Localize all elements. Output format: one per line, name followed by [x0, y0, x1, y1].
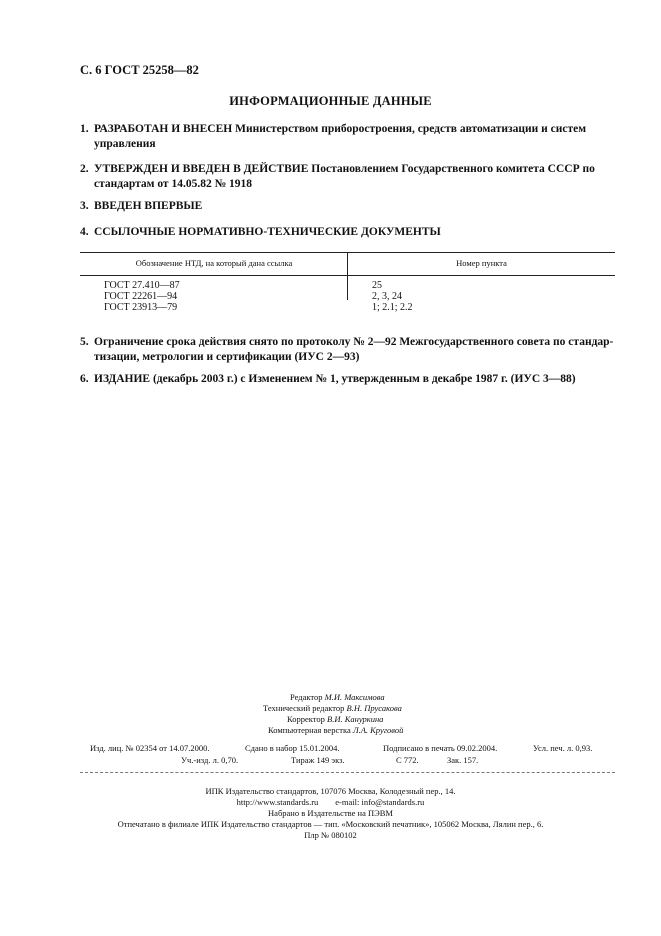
item-text-cont: тизации, метрологии и сертификации (ИУС 2—93) — [94, 351, 360, 363]
item-text-cont: управления — [94, 138, 156, 150]
info-item-1 — [80, 122, 615, 152]
page-header: С. 6 ГОСТ 25258—82 — [80, 63, 199, 77]
credit-proofreader — [287, 714, 383, 726]
pub-print-sheets: Усл. печ. л. 0,93. — [533, 743, 593, 753]
item-text: ССЫЛОЧНЫЕ НОРМАТИВНО-ТЕХНИЧЕСКИЕ ДОКУМЕНТЫ — [94, 226, 441, 238]
imprint-typeset: Набрано в Издательстве на ПЭВМ — [268, 808, 393, 818]
table-row — [80, 291, 615, 302]
item-number: 4. — [80, 226, 89, 238]
item-number: 6. — [80, 373, 89, 385]
col-header-doc: Обозначение НТД, на который дана ссылка — [135, 258, 293, 268]
row-clause: 25 — [372, 280, 382, 291]
row-clause: 2, 3, 24 — [372, 291, 402, 302]
divider — [80, 772, 615, 773]
row-doc: ГОСТ 22261—94 — [104, 291, 178, 302]
row-clause: 1; 2.1; 2.2 — [372, 302, 413, 313]
item-text: РАЗРАБОТАН И ВНЕСЕН Министерством приборостроения, средств автоматизации и систем — [94, 123, 587, 135]
imprint-publisher: ИПК Издательство стандартов, 107076 Москва, Колодезный пер., 14. — [205, 786, 456, 796]
credit-role: Технический редактор — [263, 703, 345, 713]
pub-edition-sheets: Уч.-изд. л. 0,70. — [181, 755, 239, 765]
item-number: 2. — [80, 163, 89, 175]
imprint-printed: Отпечатано в филиале ИПК Издательство стандартов — тип. «Московский печатник», 105062 Москва, Лялин пер., 6. — [117, 819, 544, 829]
col-header-clause: Номер пункта — [456, 258, 507, 268]
credit-name: В.И. Кануркина — [327, 714, 384, 724]
info-item-2 — [80, 162, 615, 192]
credit-name: М.И. Максимова — [324, 692, 385, 702]
pub-typeset: Сдано в набор 15.01.2004. — [245, 743, 340, 753]
table-header — [80, 252, 615, 276]
info-item-3 — [80, 199, 615, 214]
table-row — [80, 302, 615, 313]
pub-signed: Подписано в печать 09.02.2004. — [383, 743, 498, 753]
item-text-cont: стандартам от 14.05.82 № 1918 — [94, 178, 253, 190]
credit-editor — [290, 692, 385, 704]
credit-role: Редактор — [290, 692, 323, 702]
doc-title: ИНФОРМАЦИОННЫЕ ДАННЫЕ — [229, 94, 432, 108]
pub-c-number: С 772. — [396, 755, 419, 765]
credit-role: Компьютерная верстка — [268, 725, 351, 735]
imprint-plr: Плр № 080102 — [304, 830, 357, 840]
imprint-web: http://www.standards.ru e-mail: info@standards.ru — [236, 797, 425, 807]
item-number: 3. — [80, 200, 89, 212]
pub-license: Изд. лиц. № 02354 от 14.07.2000. — [90, 743, 210, 753]
item-text: ИЗДАНИЕ (декабрь 2003 г.) с Изменением № 1, утвержденным в декабре 1987 г. (ИУС 3—88) — [94, 373, 576, 385]
item-number: 1. — [80, 123, 89, 135]
info-item-4 — [80, 225, 615, 240]
row-doc: ГОСТ 27.410—87 — [104, 280, 180, 291]
info-item-5 — [80, 335, 615, 365]
credit-name: В.Н. Прусакова — [346, 703, 402, 713]
item-text: ВВЕДЕН ВПЕРВЫЕ — [94, 200, 203, 212]
credit-name: Л.А. Круговой — [352, 725, 404, 735]
credit-role: Корректор — [287, 714, 325, 724]
credit-tech-editor — [263, 703, 402, 715]
item-number: 5. — [80, 336, 89, 348]
item-text: Ограничение срока действия снято по протоколу № 2—92 Межгосударственного совета по стандар- — [94, 336, 614, 348]
item-text: УТВЕРЖДЕН И ВВЕДЕН В ДЕЙСТВИЕ Постановлением Государственного комитета СССР по — [94, 163, 595, 175]
credit-layout — [268, 725, 403, 737]
info-item-6 — [80, 372, 615, 387]
pub-order: Зак. 157. — [447, 755, 479, 765]
row-doc: ГОСТ 23913—79 — [104, 302, 178, 313]
ntd-table — [80, 252, 615, 313]
table-row — [80, 280, 615, 291]
pub-circulation: Тираж 149 экз. — [291, 755, 345, 765]
